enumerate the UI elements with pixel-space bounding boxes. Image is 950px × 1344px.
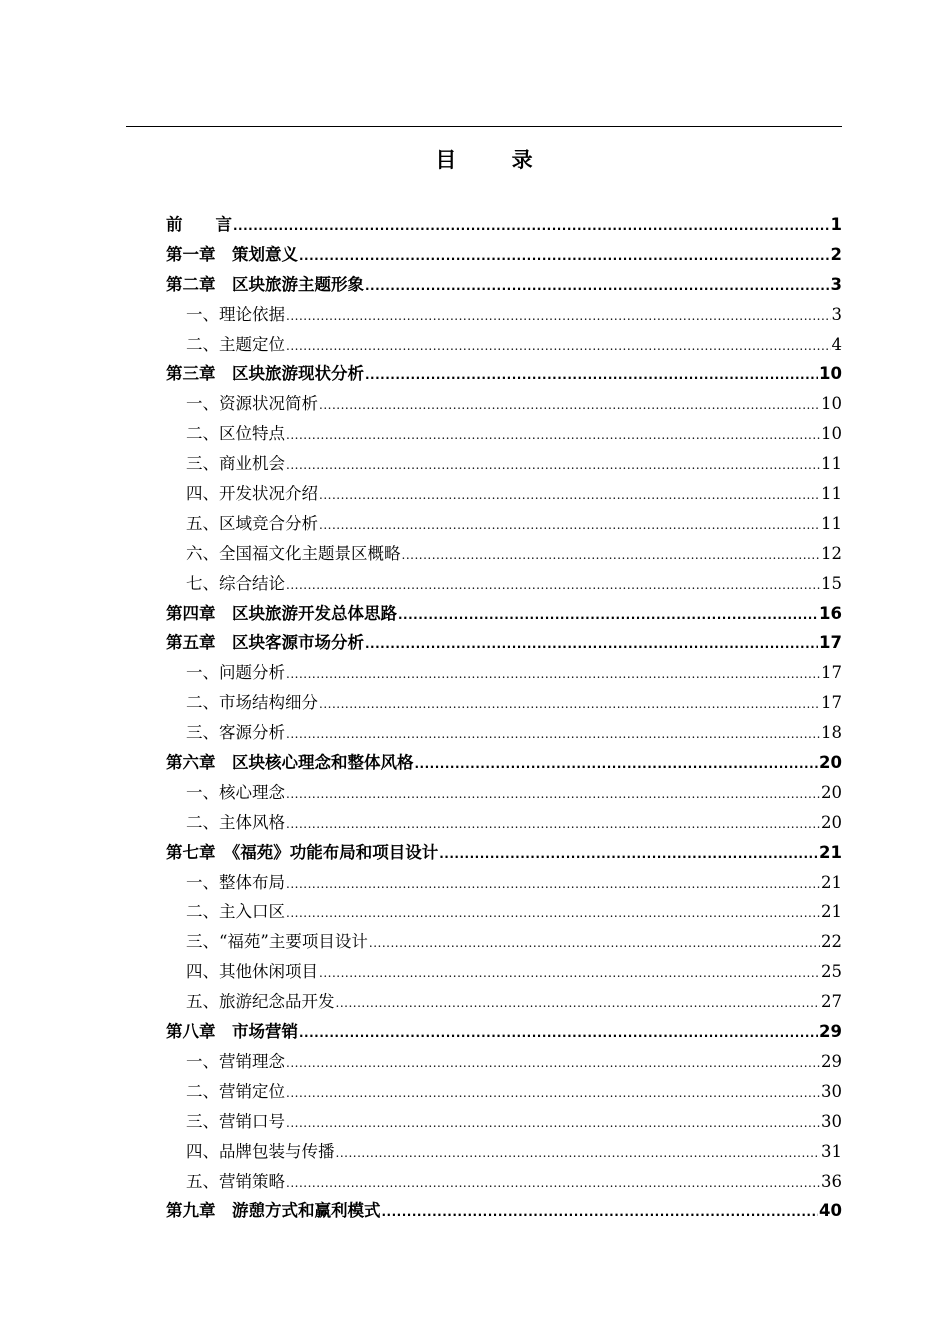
toc-dot-leader <box>382 1198 819 1228</box>
toc-section-entry[interactable] <box>166 1167 842 1197</box>
toc-dot-leader <box>299 242 830 272</box>
toc-page-number: 27 <box>821 992 842 1012</box>
toc-page-number: 1 <box>830 215 842 234</box>
toc-entry-label: 一、资源状况简析 <box>186 394 318 414</box>
toc-dot-leader <box>319 690 820 720</box>
toc-chapter-entry[interactable] <box>166 270 842 300</box>
toc-section-entry[interactable] <box>166 957 842 987</box>
toc-section-entry[interactable] <box>166 1047 842 1077</box>
toc-entry-label: 一、整体布局 <box>186 872 285 892</box>
toc-dot-leader <box>336 989 821 1019</box>
toc-entry-label: 三、“福苑”主要项目设计 <box>186 932 368 952</box>
toc-dot-leader <box>286 421 820 451</box>
toc-page-number: 29 <box>819 1022 842 1042</box>
toc-section-entry[interactable] <box>166 868 842 898</box>
toc-section-entry[interactable] <box>166 718 842 748</box>
toc-section-entry[interactable] <box>166 927 842 957</box>
toc-entry-label: 第三章 区块旅游现状分析 <box>166 364 364 384</box>
toc-entry-label: 七、综合结论 <box>186 573 285 593</box>
toc-entry-label: 三、客源分析 <box>186 723 285 743</box>
toc-page-number: 25 <box>821 962 842 982</box>
toc-page-number: 10 <box>821 424 842 444</box>
toc-page-number: 21 <box>819 842 842 862</box>
toc-page-number: 21 <box>821 872 842 892</box>
toc-page-number: 30 <box>821 1111 842 1131</box>
toc-dot-leader <box>233 212 830 242</box>
toc-page-number: 15 <box>821 573 842 593</box>
toc-entry-label: 二、主体风格 <box>186 812 285 832</box>
toc-page-number: 31 <box>821 1141 842 1161</box>
toc-section-entry[interactable] <box>166 419 842 449</box>
toc-page-number: 20 <box>819 753 842 773</box>
toc-section-entry[interactable] <box>166 1107 842 1137</box>
toc-page-number: 11 <box>821 484 842 504</box>
header-rule <box>126 126 842 127</box>
toc-chapter-entry[interactable] <box>166 628 842 658</box>
toc-page-number: 3 <box>831 304 842 324</box>
toc-dot-leader <box>286 571 820 601</box>
toc-page-number: 29 <box>821 1051 842 1071</box>
toc-dot-leader <box>369 929 820 959</box>
toc-chapter-entry[interactable] <box>166 599 842 629</box>
toc-page-number: 17 <box>821 663 842 683</box>
toc-dot-leader <box>398 601 818 631</box>
toc-chapter-entry[interactable] <box>166 359 842 389</box>
toc-entry-label: 二、区位特点 <box>186 424 285 444</box>
toc-page-number: 10 <box>819 364 842 384</box>
toc-page-number: 2 <box>830 244 842 264</box>
toc-entry-label: 三、商业机会 <box>186 454 285 474</box>
toc-page-number: 3 <box>830 274 842 294</box>
toc-page-number: 30 <box>821 1081 842 1101</box>
toc-dot-leader <box>402 541 821 571</box>
toc-section-entry[interactable] <box>166 688 842 718</box>
toc-entry-label: 五、旅游纪念品开发 <box>186 992 335 1012</box>
toc-page-number: 18 <box>821 723 842 743</box>
toc-section-entry[interactable] <box>166 778 842 808</box>
toc-entry-label: 六、全国福文化主题景区概略 <box>186 543 401 563</box>
toc-entry-label: 第四章 区块旅游开发总体思路 <box>166 603 397 623</box>
toc-page-number: 12 <box>821 543 842 563</box>
toc-dot-leader <box>286 451 820 481</box>
toc-page-number: 20 <box>821 782 842 802</box>
toc-dot-leader <box>365 630 818 660</box>
toc-dot-leader <box>286 1169 820 1199</box>
toc-dot-leader <box>365 361 818 391</box>
toc-page-number: 22 <box>821 932 842 952</box>
toc-section-entry[interactable] <box>166 389 842 419</box>
toc-entry-label: 第七章 《福苑》功能布局和项目设计 <box>166 842 439 862</box>
toc-dot-leader <box>286 870 820 900</box>
toc-dot-leader <box>415 750 819 780</box>
toc-section-entry[interactable] <box>166 330 842 360</box>
toc-chapter-entry[interactable] <box>166 240 842 270</box>
toc-entry-label: 二、主入口区 <box>186 902 285 922</box>
toc-dot-leader <box>319 391 820 421</box>
toc-page-number: 20 <box>821 812 842 832</box>
toc-entry-label: 二、市场结构细分 <box>186 693 318 713</box>
toc-section-entry[interactable] <box>166 897 842 927</box>
toc-section-entry[interactable] <box>166 658 842 688</box>
toc-entry-label: 第六章 区块核心理念和整体风格 <box>166 753 414 773</box>
toc-entry-label: 一、理论依据 <box>186 304 285 324</box>
toc-dot-leader <box>286 1109 820 1139</box>
toc-entry-label: 前 言 <box>166 215 232 234</box>
toc-section-entry[interactable] <box>166 987 842 1017</box>
toc-page-number: 16 <box>819 603 842 623</box>
toc-dot-leader <box>286 302 831 332</box>
toc-section-entry[interactable] <box>166 1137 842 1167</box>
toc-entry-label: 一、问题分析 <box>186 663 285 683</box>
toc-chapter-entry[interactable] <box>166 748 842 778</box>
toc-dot-leader <box>286 720 820 750</box>
toc-dot-leader <box>365 272 830 302</box>
toc-chapter-entry[interactable] <box>166 838 842 868</box>
toc-dot-leader <box>299 1019 818 1049</box>
toc-entry-label: 四、开发状况介绍 <box>186 484 318 504</box>
toc-section-entry[interactable] <box>166 539 842 569</box>
toc-page-number: 21 <box>821 902 842 922</box>
toc-entry-label: 五、营销策略 <box>186 1171 285 1191</box>
toc-entry-label: 一、营销理念 <box>186 1051 285 1071</box>
toc-chapter-entry[interactable] <box>166 1017 842 1047</box>
toc-chapter-entry[interactable] <box>166 210 842 240</box>
toc-page-number: 17 <box>819 633 842 653</box>
toc-dot-leader <box>286 332 831 362</box>
toc-section-entry[interactable] <box>166 300 842 330</box>
toc-dot-leader <box>286 899 820 929</box>
toc-section-entry[interactable] <box>166 449 842 479</box>
toc-page-number: 10 <box>821 394 842 414</box>
toc-section-entry[interactable] <box>166 479 842 509</box>
toc-section-entry[interactable] <box>166 1077 842 1107</box>
toc-entry-label: 二、主题定位 <box>186 334 285 354</box>
toc-dot-leader <box>336 1139 821 1169</box>
toc-entry-label: 五、区域竞合分析 <box>186 513 318 533</box>
toc-section-entry[interactable] <box>166 569 842 599</box>
toc-section-entry[interactable] <box>166 808 842 838</box>
toc-page-number: 40 <box>819 1201 842 1221</box>
toc-title: 目 录 <box>435 148 557 172</box>
toc-page-number: 11 <box>821 513 842 533</box>
toc-page-number: 11 <box>821 454 842 474</box>
toc-entry-label: 第九章 游憩方式和赢利模式 <box>166 1201 381 1221</box>
toc-entry-label: 四、品牌包装与传播 <box>186 1141 335 1161</box>
toc-entry-label: 第五章 区块客源市场分析 <box>166 633 364 653</box>
toc-dot-leader <box>439 840 818 870</box>
toc-page-number: 17 <box>821 693 842 713</box>
toc-dot-leader <box>286 660 820 690</box>
toc-dot-leader <box>286 780 820 810</box>
toc-dot-leader <box>286 1079 820 1109</box>
toc-entry-label: 四、其他休闲项目 <box>186 962 318 982</box>
toc-dot-leader <box>319 511 820 541</box>
table-of-contents <box>166 210 842 1226</box>
toc-dot-leader <box>319 481 820 511</box>
toc-entry-label: 三、营销口号 <box>186 1111 285 1131</box>
toc-dot-leader <box>286 810 820 840</box>
toc-page-number: 4 <box>831 334 842 354</box>
toc-entry-label: 一、核心理念 <box>186 782 285 802</box>
toc-chapter-entry[interactable] <box>166 1196 842 1226</box>
toc-dot-leader <box>319 959 820 989</box>
toc-section-entry[interactable] <box>166 509 842 539</box>
toc-page-number: 36 <box>821 1171 842 1191</box>
toc-entry-label: 二、营销定位 <box>186 1081 285 1101</box>
toc-entry-label: 第一章 策划意义 <box>166 244 298 264</box>
toc-entry-label: 第八章 市场营销 <box>166 1022 298 1042</box>
toc-dot-leader <box>286 1049 820 1079</box>
toc-entry-label: 第二章 区块旅游主题形象 <box>166 274 364 294</box>
